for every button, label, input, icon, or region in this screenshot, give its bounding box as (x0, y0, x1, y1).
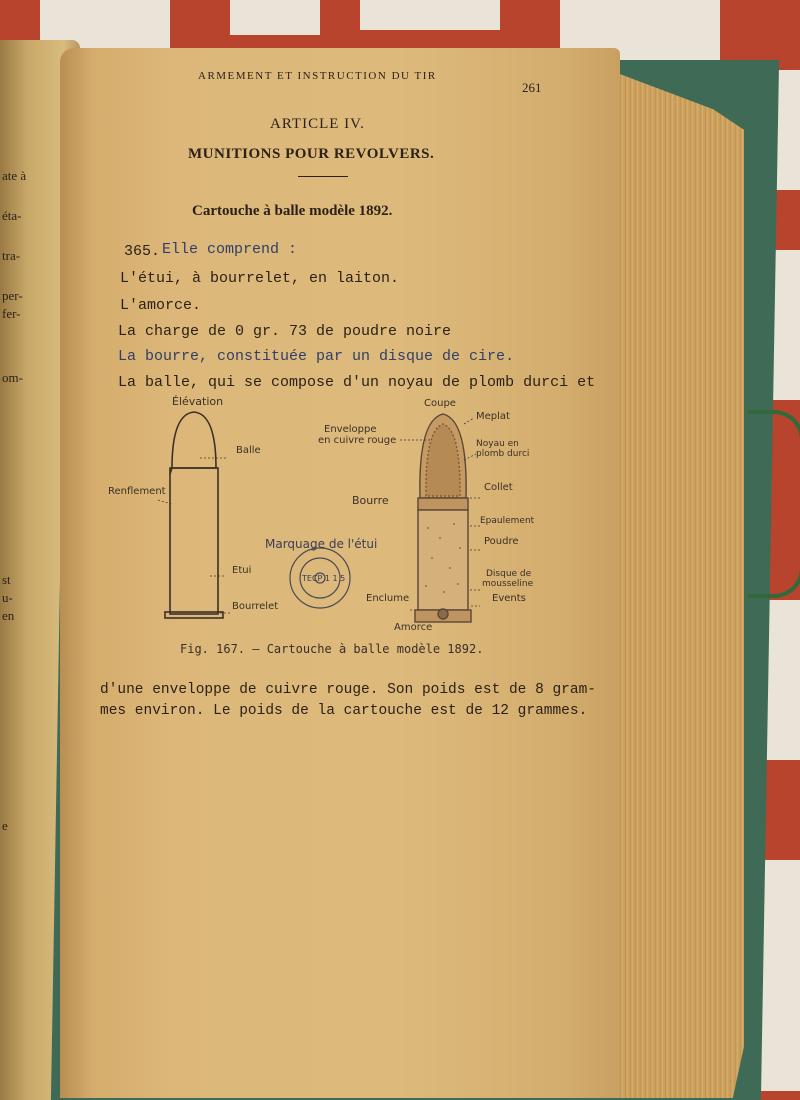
label-collet: Collet (484, 482, 513, 493)
section-title: Coupe (424, 398, 456, 409)
mosaic-tile (360, 0, 500, 30)
label-disque-2: mousseline (482, 579, 534, 589)
bookmark-ribbon (748, 410, 800, 598)
label-noyau-2: plomb durci (476, 449, 530, 459)
label-bourre: Bourre (352, 494, 389, 507)
label-epaulement: Epaulement (480, 516, 535, 526)
label-balle: Balle (236, 445, 261, 456)
left-fragment: u- (2, 590, 13, 605)
left-fragment: st (2, 572, 11, 587)
left-fragment: tra- (2, 248, 21, 263)
mosaic-tile (760, 860, 800, 1091)
left-fragment: om- (2, 370, 23, 385)
figure-caption: Fig. 167. — Cartouche à balle modèle 1892. (180, 642, 484, 656)
rim-outline (165, 612, 223, 618)
case-outline (170, 468, 218, 614)
left-fragment: e (2, 818, 8, 833)
label-etui: Etui (232, 565, 252, 576)
title-rule (298, 176, 348, 177)
label-enveloppe: Enveloppe (324, 424, 377, 435)
elevation-title: Élévation (172, 395, 224, 408)
label-meplat: Meplat (476, 411, 510, 422)
continuation-line: d'une enveloppe de cuivre rouge. Son poids est de 8 gram- (100, 682, 596, 698)
paragraph-number: 365. (124, 243, 161, 260)
item-line: La bourre, constituée par un disque de cire. (118, 348, 515, 365)
continuation-line: mes environ. Le poids de la cartouche est de 12 grammes. (100, 703, 588, 719)
running-header: ARMEMENT ET INSTRUCTION DU TIR (198, 70, 437, 82)
label-renflement: Renflement (108, 486, 166, 497)
section-title: Cartouche à balle modèle 1892. (192, 203, 393, 219)
page-number: 261 (522, 80, 542, 95)
label-enveloppe-2: en cuivre rouge (318, 435, 397, 446)
stamp-text: TECP 1 1 5 (302, 574, 346, 583)
left-fragment: fer- (2, 306, 21, 321)
article-title: MUNITIONS POUR REVOLVERS. (188, 146, 435, 162)
label-enclume: Enclume (366, 593, 410, 604)
item-line: La charge de 0 gr. 73 de poudre noire (118, 323, 452, 340)
left-fragment: en (2, 608, 15, 623)
label-poudre: Poudre (484, 536, 519, 547)
marking-title: Marquage de l'étui (265, 537, 378, 551)
paragraph-intro: Elle comprend : (162, 241, 298, 258)
book-page (60, 48, 620, 1098)
left-fragment: ate à (2, 168, 27, 183)
mosaic-tile (230, 0, 320, 35)
left-fragment: éta- (2, 208, 22, 223)
article-number: ARTICLE IV. (270, 116, 365, 132)
bullet-outline (172, 412, 216, 468)
label-noyau: Noyau en (476, 439, 519, 449)
label-events: Events (492, 593, 526, 604)
left-fragment: per- (2, 288, 23, 303)
page-stack-edge (604, 68, 744, 1098)
item-line: L'étui, à bourrelet, en laiton. (120, 270, 400, 287)
item-line: La balle, qui se compose d'un noyau de plomb durci et (118, 374, 596, 391)
label-bourrelet: Bourrelet (232, 601, 279, 612)
label-amorce: Amorce (394, 622, 433, 633)
item-line: L'amorce. (120, 297, 202, 314)
label-disque: Disque de (486, 569, 532, 579)
